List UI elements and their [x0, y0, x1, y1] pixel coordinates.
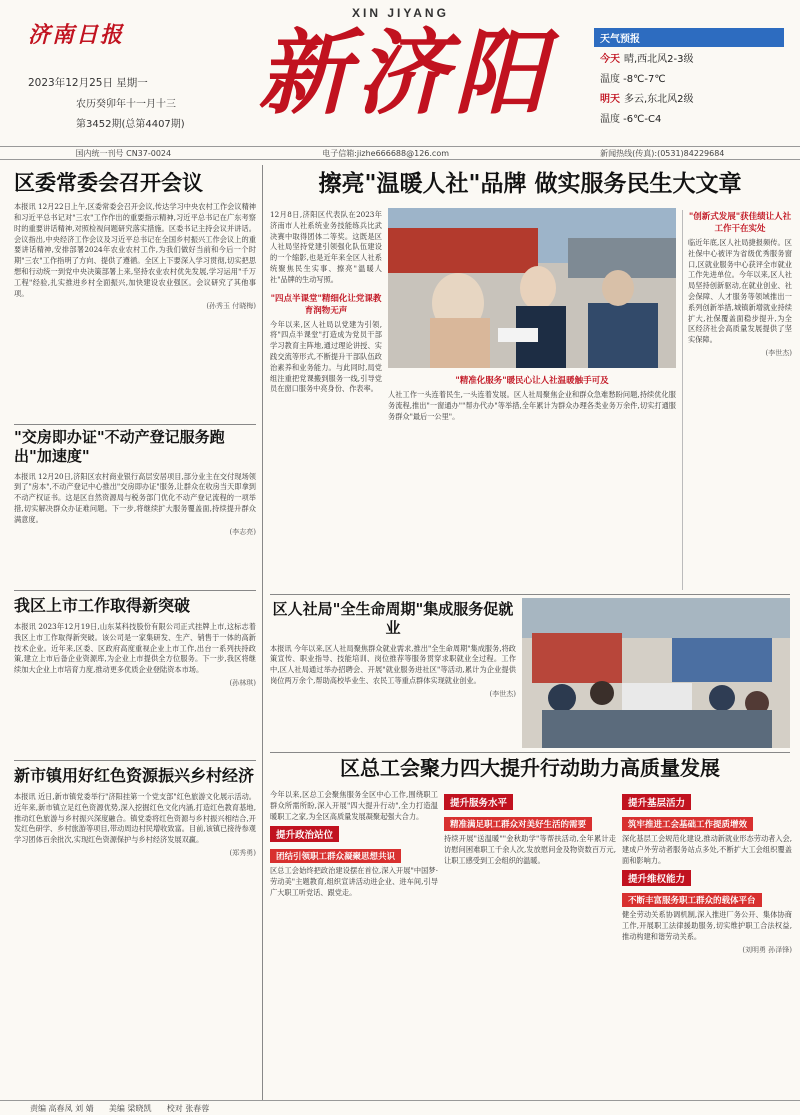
- paper-logo: 济南日报: [28, 22, 125, 48]
- story-byline: (郑秀勇): [229, 848, 256, 857]
- union-tag-1: 提升政治站位: [270, 826, 339, 842]
- story-headline: 区委常委会召开会议: [14, 171, 203, 195]
- lead-sidebar-body: 临近年底,区人社局捷报频传。区社保中心被评为省级优秀服务窗口,区就业服务中心获评全市就业工作先进单位。今年以来,区人社局坚持创新驱动,在就业创业、社会保障、人才服务等领域推出一系列创新举措,城镇新增就业持续扩大,社保覆盖面稳步提升,为全区经济社会高质量发展提供了坚实保障。: [688, 238, 792, 345]
- job-fair-illustration: [522, 598, 790, 748]
- story-red-resources: [14, 766, 256, 1096]
- union-body-3: 深化基层工会规范化建设,推动新就业形态劳动者入会,建成户外劳动者服务站点多处,不断扩大工会组织覆盖面和影响力。: [622, 834, 792, 865]
- lead-photo-illustration: [388, 208, 676, 368]
- weather-tomorrow: [594, 87, 784, 107]
- footer-art: 美编 梁晓凯: [108, 1104, 152, 1113]
- story-byline: (孙秀玉 付晓梅): [206, 302, 256, 311]
- story-standing-committee: [14, 170, 256, 420]
- lead-body-3: 人社工作一头连着民生,一头连着发展。区人社局聚焦企业和群众急难愁盼问题,持续优化服务流程,推出"一窗通办""帮办代办"等举措,全年累计为群众办理各类业务万余件,切实打通服务群众"最后一公里"。: [388, 390, 676, 421]
- divider: [14, 760, 256, 761]
- divider: [14, 424, 256, 425]
- union-column-1: [270, 790, 438, 1096]
- story-listing-breakthrough: [14, 596, 256, 756]
- weather-today: [594, 47, 784, 67]
- masthead-left: [28, 18, 228, 130]
- lead-sidebar-subhead: "创新式发展"获佳绩让人社工作干在实处: [688, 212, 792, 234]
- union-column-3: [622, 790, 792, 1096]
- union-intro: 今年以来,区总工会聚焦服务全区中心工作,围绕职工群众所需所盼,深入开展"四大提升行动",全力打造温暖职工之家,为全区高质量发展凝聚起强大合力。: [270, 790, 438, 821]
- divider: [14, 590, 256, 591]
- story-body: 本报讯 12月20日,济阳区农村商业银行高层安居项目,部分业主在交付现场领到了"房本",不动产登记中心推出"交房即办证"服务,让群众在收房当天即拿到不动产权证书。这是区自然资源局与税务部门优化不动产登记流程的一项举措,切实解决群众办证难问题。下一步,将继续扩大服务覆盖面,持续提升群众满意度。: [14, 471, 256, 524]
- weather-today-text: 晴,西北风2-3级: [624, 54, 694, 65]
- divider: [270, 594, 790, 595]
- union-tag-3-sub: 筑牢推进工会基础工作提质增效: [622, 817, 753, 831]
- divider: [270, 752, 790, 753]
- info-cn: 国内统一刊号 CN37-0024: [75, 148, 172, 158]
- lunar-date: 农历癸卯年十一月十三: [76, 99, 176, 110]
- union-tag-2: 提升服务水平: [444, 794, 513, 810]
- union-body-4: 健全劳动关系协调机制,深入推进厂务公开、集体协商工作,开展职工法律援助服务,切实维护职工合法权益,推动构建和谐劳动关系。: [622, 910, 792, 941]
- union-tag-4-sub: 不断丰富服务职工群众的载体平台: [622, 893, 762, 907]
- lead-subhead-1: "四点半课堂"精细化让党课教育润物无声: [270, 293, 382, 316]
- story-headline: 区人社局"全生命周期"集成服务促就业: [272, 600, 514, 637]
- info-hotline: 新闻热线(传真):(0531)84229684: [600, 148, 725, 158]
- union-body-1: 区总工会始终把政治建设摆在首位,深入开展"中国梦·劳动美"主题教育,组织宣讲活动进企业、进车间,引导广大职工听党话、跟党走。: [270, 866, 438, 897]
- footer-editors: 责编 高春凤 刘 婧: [30, 1104, 94, 1113]
- story-headline: 我区上市工作取得新突破: [14, 596, 191, 615]
- job-fair-photo: [522, 598, 790, 748]
- lead-body-2: 今年以来,区人社局以党建为引领,将"四点半课堂"打造成为党员干部学习教育主阵地,通过理论讲授、实践交流等形式,不断提升干部队伍政治素养和业务能力。与此同时,局党组注重把党课搬到服务一线,引导党员在窗口服务中亮身份、作表率。: [270, 319, 382, 394]
- lead-headline: 擦亮"温暖人社"品牌 做实服务民生大文章: [318, 171, 742, 197]
- column-divider: [262, 165, 263, 1100]
- story-headline: "交房即办证"不动产登记服务跑出"加速度": [14, 428, 225, 465]
- info-email: 电子信箱:jizhe666688@126.com: [322, 148, 450, 158]
- union-tag-4: 提升维权能力: [622, 870, 691, 886]
- lead-column-2: [388, 372, 676, 467]
- masthead: [0, 0, 800, 150]
- union-headline-wrap: [270, 756, 790, 786]
- union-tag-3: 提升基层活力: [622, 794, 691, 810]
- issue-number: 第3452期(总第4407期): [76, 119, 185, 130]
- story-headline: 新市镇用好红色资源振兴乡村经济: [14, 766, 255, 785]
- story-body: 本报讯 12月22日上午,区委常委会召开会议,传达学习中央农村工作会议精神和习近平总书记对"三农"工作作出的重要指示精神,习近平总书记在广东考察时的重要讲话精神,对照检视问题研究落实措施。区委书记主持会议并讲话。会议指出,中央经济工作会议及习近平总书记在全国乡村振兴工作会议上的重要讲话精神,安排部署2024年农业农村工作,为我们做好当前和今后一个时期"三农"工作指明了方向、提供了遵循。全区上下要深入学习贯彻,切实把思想和行动统一到党中央决策部署上来,坚持农业农村优先发展,学习运用"千万工程"经验,扎实推进乡村全面振兴,加快建设农业强区。会议研究了其他事项。: [14, 202, 256, 298]
- footer-proof: 校对 张春蓉: [166, 1104, 210, 1113]
- story-byline: (孙林琪): [229, 678, 256, 687]
- union-body-2: 持续开展"送温暖""金秋助学"等帮扶活动,全年累计走访慰问困难职工千余人次,发放慰问金及物资数百万元,让职工感受到工会组织的温暖。: [444, 834, 616, 865]
- union-byline: (刘明勇 孙泽锋): [742, 945, 792, 954]
- page-footer: [0, 1100, 800, 1115]
- weather-header: 天气预报: [594, 28, 784, 47]
- weather-tomorrow-temp: 温度 -6℃-C4: [600, 114, 662, 125]
- masthead-title: 新济阳: [257, 19, 552, 127]
- weather-today-temp: 温度 -8℃-7℃: [600, 74, 666, 85]
- story-body: 本报讯 近日,新市镇党委举行"济阳挂第一个党支部"红色旅游文化展示活动。近年来,新市镇立足红色资源优势,深入挖掘红色文化内涵,打造红色教育基地,推动红色旅游与乡村振兴深度融合。镇党委将红色资源与乡村振兴相结合,开发红色研学、乡村旅游等项目,带动周边村民增收致富。目前,该镇已接待参观学习团体百余批次,实现红色资源保护与乡村经济发展双赢。: [14, 792, 256, 845]
- story-body: 本报讯 今年以来,区人社局聚焦群众就业需求,推出"全生命周期"集成服务,将政策宣传、职业指导、技能培训、岗位推荐等服务贯穿求职就业全过程。工作中,区人社局通过举办招聘会、开展"就业服务进社区"等活动,累计为企业提供岗位两万余个,帮助高校毕业生、农民工等重点群体实现就业创业。: [270, 643, 516, 685]
- union-tag-1-sub: 团结引领职工群众凝聚思想共识: [270, 849, 401, 863]
- weather-box: [594, 28, 784, 128]
- weather-tomorrow-tag: 明天: [600, 94, 620, 105]
- union-tag-2-sub: 精准满足职工群众对美好生活的需要: [444, 817, 592, 831]
- masthead-pinyin: XIN JIYANG: [352, 6, 449, 20]
- lead-byline: (李世杰): [765, 348, 792, 357]
- issue-date: 2023年12月25日 星期一: [28, 77, 148, 89]
- lead-headline-wrap: [270, 170, 790, 206]
- weather-today-tag: 今天: [600, 54, 620, 65]
- story-byline: (李志亮): [229, 528, 256, 537]
- lead-column-1: [270, 210, 382, 590]
- lead-subhead-2: "精准化服务"暖民心让人社温暖触手可及: [455, 376, 609, 386]
- lead-photo: [388, 208, 676, 368]
- story-property-registration: [14, 428, 256, 588]
- union-column-2: [444, 790, 616, 1096]
- lead-sidebar: [682, 210, 792, 590]
- info-bar: [0, 146, 800, 160]
- weather-tomorrow-text: 多云,东北风2级: [624, 94, 694, 105]
- story-byline: (李世杰): [489, 689, 516, 698]
- story-body: 本报讯 2023年12月19日,山东某科技股份有限公司正式挂牌上市,这标志着我区上市工作取得新突破。该公司是一家集研发、生产、销售于一体的高新技术企业。近年来,区委、区政府高度重视企业上市工作,出台一系列扶持政策,建立上市后备企业资源库,为企业上市提供全方位服务。下一步,我区将继续加大企业上市培育力度,推动更多优质企业登陆资本市场。: [14, 622, 256, 675]
- lead-body-1: 12月8日,济阳区代表队在2023年济南市人社系统业务技能练兵比武决赛中取得团体二等奖。这既是区人社局坚持党建引领强化队伍建设的一个缩影,也是近年来全区人社系统聚焦民生实事、擦亮"温暖人社"品牌的生动写照。: [270, 210, 382, 284]
- union-headline: 区总工会聚力四大提升行动助力高质量发展: [340, 756, 720, 780]
